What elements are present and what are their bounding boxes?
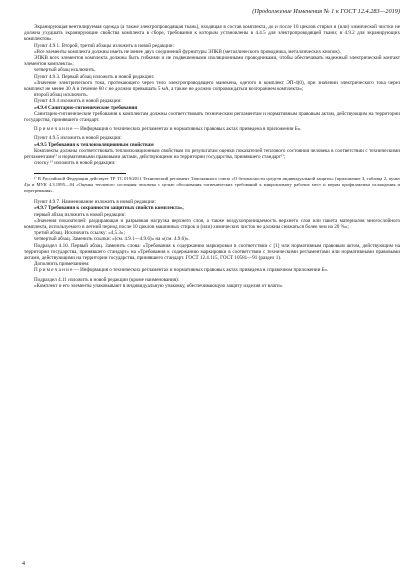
paragraph: Санитарно-гигиенические требования к комплектам должны соответствовать техническим регламентам и нормативным правовым актам, действующим на территории государства, принявшего стандарт. (24, 110, 400, 124)
paragraph: ЭПКВ всех элементов комплекта должны быть гибкими и не подвешенными изоляционными проводниками, чтобы обеспечивать надежный электрический контакт элементов комплекта»; (24, 55, 400, 68)
note: П р и м е ч а н и е — Информация о технических регламентах и нормативных правовых актах приведена в приложении Б». (34, 126, 302, 133)
section-title-4-9-7: «4.9.7 Требования к сохранности защитных свойств комплекта», (34, 205, 184, 212)
page-header: (Продолжение Изменения № 1 к ГОСТ 12.4.283—2019) (252, 8, 400, 15)
paragraph: Пункт 4.9.4 изложить в новой редакции: (34, 98, 122, 105)
paragraph: «Комплект и его элементы упаковывают в индивидуальную упаковку, обеспечивающую защиту изделия от влаги». (34, 282, 284, 289)
paragraph: «Значение электрического тока, протекающего через тело электропроводящего манекена, одетого в комплект ЭП-4(0), при значении электрического тока через комплект не менее 30 А в течение 60 с не должно превышать 5 мА, а также не должно сопровождаться возгоранием комплекта»; (24, 79, 400, 93)
paragraph: Пункт 4.9.5 изложить в новой редакции: (34, 135, 122, 142)
paragraph: Пункт 4.9.7. Наименование изложить в новой редакции: (34, 199, 156, 206)
paragraph: Подраздел 4.10. Первый абзац. Заменить слова: «Требования к содержанию маркировки в соответствии с [1] или нормативным правовым актом, действующим на территории государства, принявшего стандарт» на «Требования к содержанию маркировки в соответствии с техническими регламентами или нормативными правовыми актами, действующими на территории государства, принявшего стандарт. ГОСТ 12.4.115, ГОСТ 10581—91 (раздел 1). (24, 242, 400, 262)
section-title-4-9-4: «4.9.4 Санитарно-гигиенические требования (34, 104, 138, 111)
footnote-rule (34, 173, 126, 174)
paragraph: Подраздел 4.11 изложить в новой редакции (кроме наименования): (34, 276, 180, 283)
paragraph: сноску ¹⁾ изложить в новой редакции: (34, 160, 116, 167)
paragraph: Дополнить примечанием: (34, 261, 90, 268)
paragraph: Пункт 4.9.3. Первый абзац изложить в новой редакции: (34, 73, 155, 80)
note: П р и м е ч а н и е — Информация о технических регламентах и нормативных правовых актах приведена в справочном приложении Б». (34, 267, 329, 274)
paragraph: второй абзац исключить. (34, 92, 88, 99)
paragraph: четвертый абзац. Заменить ссылки: «(см. 4.9.1—4.9.6)» на «(см. 4.9.6)». (34, 236, 190, 243)
paragraph: Пункт 4.9.1. Второй, третий абзацы изложить в новой редакции: (34, 42, 174, 49)
section-title-4-9-5: «4.9.5 Требования к теплоизоляционным свойствам (34, 141, 154, 148)
paragraph: третий абзац. Исключить ссылку: «4.5.3»; (34, 230, 125, 237)
footnote: ¹⁾ В Российской Федерации действует ТР ТС 019/2011 Технический регламент Таможенного союза «О безопасности средств индивидуальной защиты» (приложение 3, таблица 2, пункт 4)а и МУК 4.3.1895—04 «Оценка теплового состояния человека с целью обоснования гигиенических требований к микроклимату рабочих мест и мерам профилактики охлаждения и перегревания». (24, 176, 400, 193)
paragraph: «Все элементы комплекта должны иметь не менее двух соединений фурнитуры ЭПКВ (металлического проводника, металлических кнопок). (34, 48, 341, 55)
paragraph: «Значения показателей: раздирающая и разрывная нагрузка верхнего слоя, а также воздухопроницаемость верхнего слоя или пакета материалов многослойного комплекта, используемого в летний период после 10 циклов машинных стирок и (или) химических чисток не должны снижаться более чем на 20 %»; (24, 217, 400, 231)
paragraph: Комплекты должны соответствовать теплоизоляционным свойствам по результатам оценки показателей теплового состояния человека в соответствии с техническими регламентами¹⁾ и нормативными правовыми актами, действующими на территории государства, принявшего стандарт¹⁾; (24, 147, 400, 161)
page-number: 4 (22, 561, 25, 567)
paragraph: первый абзац изложить в новой редакции: (34, 211, 126, 218)
paragraph: Экранирующая вентилируемая одежда (а также электропроводящая ткань), входящая в состав комплекта, до и после 10 циклов стирки и (или) химической чистки не должна ухудшать экранирующие свойства комплекта в сборе, требования к которым установлены в 4.4.5 для электропроводящей ткани; в 4.9.2 для экранирующих комплектов». (24, 24, 400, 43)
paragraph: четвертый абзац исключить. (34, 67, 96, 74)
spacer (24, 193, 400, 196)
